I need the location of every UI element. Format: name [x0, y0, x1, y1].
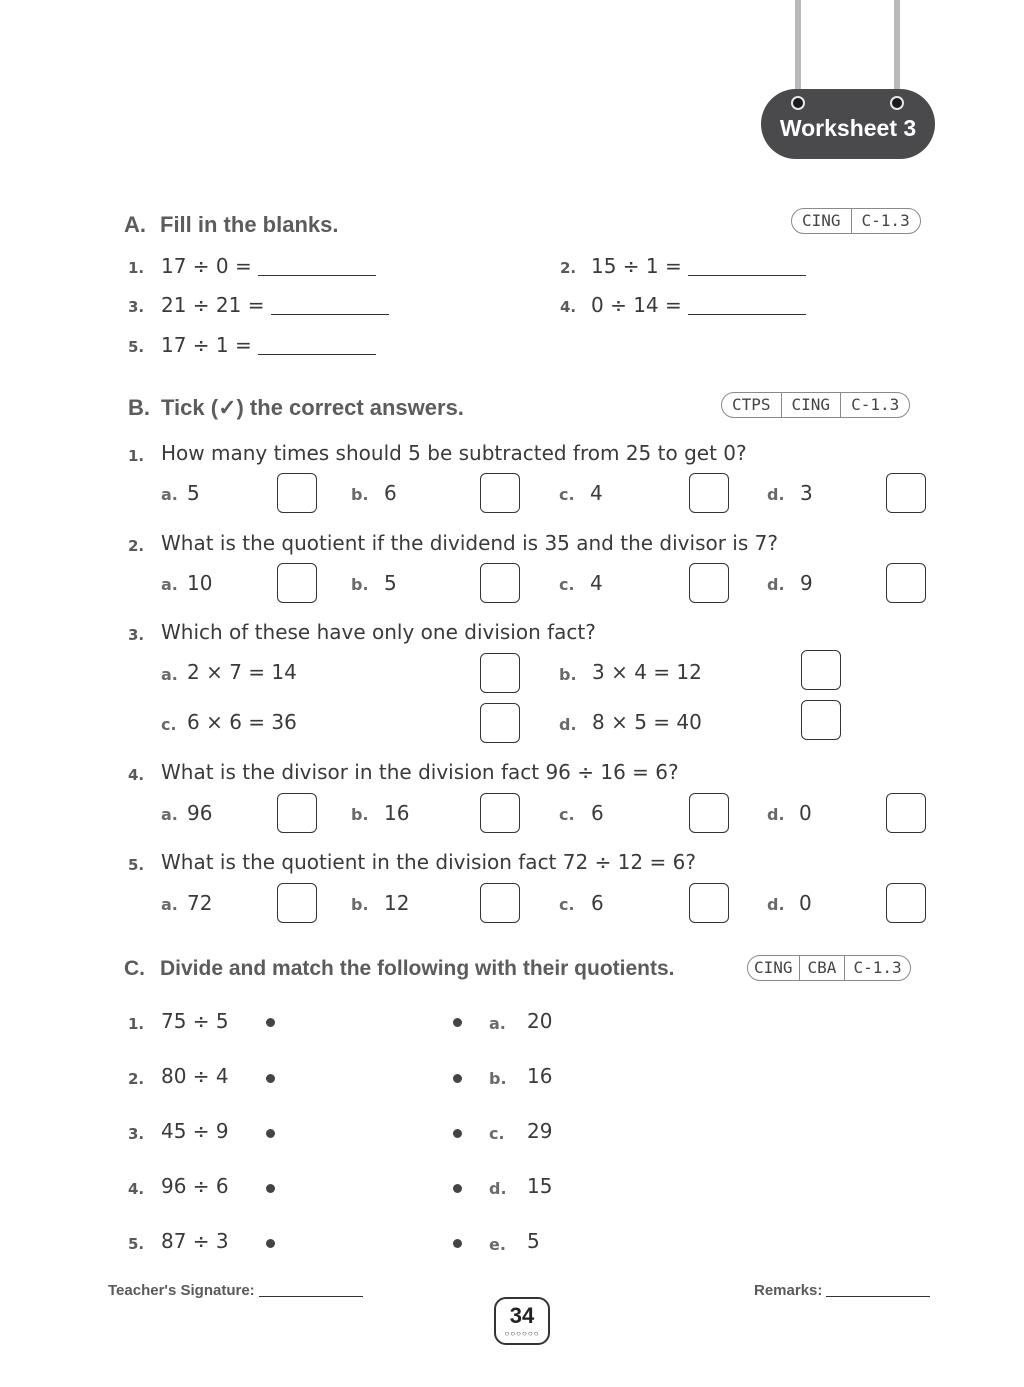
tag-string-right: [894, 0, 900, 100]
fill-blank-item: 0 ÷ 14 =: [591, 293, 806, 317]
tag-pin-left: [791, 96, 805, 110]
tick-box[interactable]: [277, 883, 317, 923]
tick-box[interactable]: [801, 700, 841, 740]
question-number: 4.: [128, 766, 145, 784]
option-value: 5: [187, 481, 200, 505]
option-label: c.: [559, 575, 575, 594]
option-label: a.: [161, 665, 178, 684]
item-number: 2.: [128, 1070, 145, 1088]
tick-box[interactable]: [480, 653, 520, 693]
option-value: 6: [591, 891, 604, 915]
question-text: How many times should 5 be subtracted from 25 to get 0?: [161, 441, 747, 465]
answer-blank[interactable]: [271, 296, 389, 315]
quotient-value: 20: [527, 1009, 553, 1033]
tick-box[interactable]: [689, 793, 729, 833]
fill-blank-item: 17 ÷ 1 =: [161, 333, 376, 357]
question-number: 1.: [128, 447, 145, 465]
option-value: 12: [384, 891, 410, 915]
teacher-signature: Teacher's Signature:: [108, 1282, 363, 1299]
match-dot-left[interactable]: [266, 1018, 275, 1027]
match-dot-right[interactable]: [453, 1018, 462, 1027]
item-number: 1.: [128, 259, 145, 277]
option-label: b.: [351, 485, 369, 504]
question-number: 5.: [128, 856, 145, 874]
option-label: d.: [767, 895, 785, 914]
item-number: 3.: [128, 1125, 145, 1143]
option-label: c.: [559, 805, 575, 824]
remarks: Remarks:: [754, 1282, 930, 1299]
option-label: a.: [161, 895, 178, 914]
option-label: a.: [161, 575, 178, 594]
option-label: d.: [767, 575, 785, 594]
section-c-skill-codes: [747, 955, 911, 981]
match-dot-left[interactable]: [266, 1074, 275, 1083]
question-number: 2.: [128, 537, 145, 555]
option-value: 72: [187, 891, 213, 915]
option-value: 4: [590, 481, 603, 505]
option-value: 8 × 5 = 40: [592, 710, 702, 734]
option-value: 6: [384, 481, 397, 505]
option-label: b.: [559, 665, 577, 684]
option-value: 16: [384, 801, 410, 825]
skill-code: CBA: [799, 956, 845, 980]
option-value: 6 × 6 = 36: [187, 710, 297, 734]
tick-box[interactable]: [886, 793, 926, 833]
option-label: a.: [161, 485, 178, 504]
remarks-line[interactable]: [826, 1296, 930, 1297]
option-value: 5: [384, 571, 397, 595]
option-label: c.: [489, 1124, 505, 1143]
option-label: d.: [489, 1179, 507, 1198]
question-text: What is the quotient if the dividend is 35 and the divisor is 7?: [161, 531, 778, 555]
option-value: 10: [187, 571, 213, 595]
option-label: d.: [559, 715, 577, 734]
tag-string-left: [795, 0, 801, 100]
division-expression: 45 ÷ 9: [161, 1119, 229, 1143]
skill-code: CING: [754, 958, 793, 977]
skill-code: C-1.3: [844, 956, 909, 980]
option-label: b.: [351, 805, 369, 824]
option-label: e.: [489, 1235, 506, 1254]
skill-code: C-1.3: [851, 209, 920, 233]
division-expression: 80 ÷ 4: [161, 1064, 229, 1088]
quotient-value: 15: [527, 1174, 553, 1198]
option-label: c.: [559, 895, 575, 914]
worksheet-tag: [761, 89, 935, 159]
tick-box[interactable]: [801, 650, 841, 690]
worksheet-label: Worksheet 3: [779, 114, 917, 141]
match-dot-left[interactable]: [266, 1129, 275, 1138]
option-value: 3 × 4 = 12: [592, 660, 702, 684]
section-b-skill-codes: [721, 392, 910, 418]
question-text: What is the divisor in the division fact 96 ÷ 16 = 6?: [161, 760, 679, 784]
tick-box[interactable]: [886, 473, 926, 513]
match-dot-right[interactable]: [453, 1239, 462, 1248]
option-label: d.: [767, 485, 785, 504]
item-number: 4.: [560, 298, 577, 316]
division-expression: 96 ÷ 6: [161, 1174, 229, 1198]
tick-box[interactable]: [480, 703, 520, 743]
option-value: 0: [799, 801, 812, 825]
question-text: Which of these have only one division fact?: [161, 620, 596, 644]
skill-code: CING: [802, 211, 841, 230]
option-label: c.: [559, 485, 575, 504]
section-c-heading: C. Divide and match the following with their quotients.: [124, 957, 675, 980]
quotient-value: 29: [527, 1119, 553, 1143]
answer-blank[interactable]: [688, 296, 806, 315]
question-text: What is the quotient in the division fact 72 ÷ 12 = 6?: [161, 850, 696, 874]
option-value: 96: [187, 801, 213, 825]
tick-box[interactable]: [480, 563, 520, 603]
option-label: b.: [489, 1069, 507, 1088]
option-label: c.: [161, 715, 177, 734]
option-value: 3: [800, 481, 813, 505]
skill-code: CING: [781, 393, 841, 417]
tick-box[interactable]: [277, 793, 317, 833]
option-label: d.: [767, 805, 785, 824]
option-label: b.: [351, 575, 369, 594]
tick-box[interactable]: [689, 883, 729, 923]
tick-box[interactable]: [689, 473, 729, 513]
answer-blank[interactable]: [688, 257, 806, 276]
item-number: 1.: [128, 1015, 145, 1033]
option-label: a.: [161, 805, 178, 824]
answer-blank[interactable]: [258, 257, 376, 276]
option-value: 6: [591, 801, 604, 825]
quotient-value: 5: [527, 1229, 540, 1253]
match-dot-left[interactable]: [266, 1239, 275, 1248]
item-number: 5.: [128, 1235, 145, 1253]
badge-dots-decoration: ○○○○○○: [504, 1329, 540, 1338]
skill-code: CTPS: [732, 395, 771, 414]
item-number: 5.: [128, 338, 145, 356]
tick-box[interactable]: [886, 883, 926, 923]
tick-box[interactable]: [480, 883, 520, 923]
section-b-heading: B. Tick (✓) the correct answers.: [128, 395, 464, 420]
page-number-badge: [494, 1297, 550, 1345]
option-value: 0: [799, 891, 812, 915]
tick-box[interactable]: [277, 563, 317, 603]
quotient-value: 16: [527, 1064, 553, 1088]
tick-box[interactable]: [480, 473, 520, 513]
answer-blank[interactable]: [258, 336, 376, 355]
fill-blank-item: 15 ÷ 1 =: [591, 254, 806, 278]
page-number: 34: [509, 1303, 535, 1328]
item-number: 2.: [560, 259, 577, 277]
match-dot-right[interactable]: [453, 1184, 462, 1193]
item-number: 3.: [128, 298, 145, 316]
option-value: 4: [590, 571, 603, 595]
match-dot-right[interactable]: [453, 1129, 462, 1138]
tick-box[interactable]: [886, 563, 926, 603]
option-label: a.: [489, 1014, 506, 1033]
item-number: 4.: [128, 1180, 145, 1198]
match-dot-left[interactable]: [266, 1184, 275, 1193]
option-label: b.: [351, 895, 369, 914]
tag-pin-right: [890, 96, 904, 110]
tick-box[interactable]: [480, 793, 520, 833]
skill-code: C-1.3: [840, 393, 909, 417]
option-value: 9: [800, 571, 813, 595]
option-value: 2 × 7 = 14: [187, 660, 297, 684]
question-number: 3.: [128, 626, 145, 644]
tick-box[interactable]: [277, 473, 317, 513]
fill-blank-item: 21 ÷ 21 =: [161, 293, 389, 317]
tick-box[interactable]: [689, 563, 729, 603]
fill-blank-item: 17 ÷ 0 =: [161, 254, 376, 278]
match-dot-right[interactable]: [453, 1074, 462, 1083]
section-a-skill-codes: [791, 208, 921, 234]
division-expression: 75 ÷ 5: [161, 1009, 229, 1033]
section-a-heading: A. Fill in the blanks.: [124, 212, 339, 237]
division-expression: 87 ÷ 3: [161, 1229, 229, 1253]
signature-line[interactable]: [259, 1296, 363, 1297]
